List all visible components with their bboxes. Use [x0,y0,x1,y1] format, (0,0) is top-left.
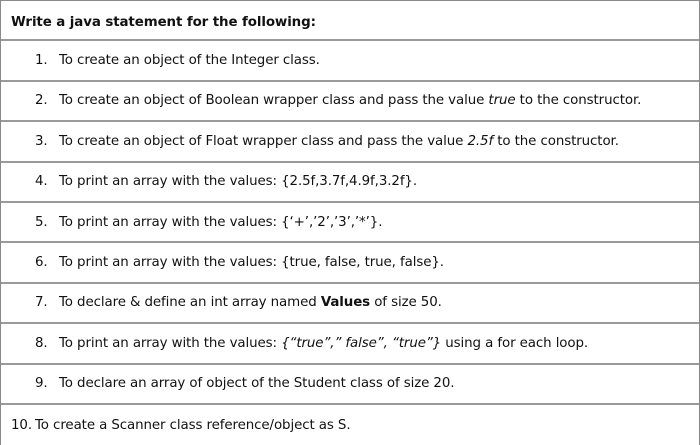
question-number: 9. [35,376,48,392]
question-text: To print an array with the values: {2.5f,3.7f,4.9f,3.2f}. [59,174,418,190]
question-italic-value: true [488,93,516,109]
question-text-part: To print an array with the values: [59,335,282,351]
question-number: 1. [35,53,48,69]
worksheet-title-row [1,1,699,41]
question-row [1,82,699,122]
question-row [1,41,699,81]
question-text-part: To create an object of Boolean wrapper class and pass the value [59,93,489,109]
question-row [1,324,699,364]
question-text-part: to the constructor. [515,93,642,109]
question-row [1,203,699,243]
question-number: 10. [11,417,32,433]
question-text: To print an array with the values: {‘+’,’2’,’3’,’*’}. [59,214,383,230]
question-row [1,284,699,324]
question-number: 3. [35,133,48,149]
question-row [1,405,699,445]
question-text: To create a Scanner class reference/object as S. [35,417,351,433]
question-number: 8. [35,335,48,351]
question-text: To declare an array of object of the Student class of size 20. [59,376,455,392]
question-text [59,295,442,310]
question-text-part: of size 50. [370,295,442,311]
question-text [59,134,619,149]
question-text-part: To declare & define an int array named [59,295,321,311]
worksheet-title: Write a java statement for the following: [11,14,316,30]
question-number: 4. [35,174,48,190]
question-number: 5. [35,214,48,230]
question-row [1,243,699,283]
question-text-part: to the constructor. [493,133,619,149]
question-text: To create an object of the Integer class. [59,53,320,69]
question-number: 6. [35,255,48,271]
question-italic-value: {“true”,” false”, “true”} [281,335,442,351]
question-row [1,163,699,203]
question-row [1,365,699,405]
question-text-part: using a for each loop. [441,335,589,351]
question-text: To print an array with the values: {true, false, true, false}. [59,255,444,271]
question-text-part: To create an object of Float wrapper class and pass the value [59,133,468,149]
question-number: 7. [35,295,48,311]
question-bold-name: Values [320,295,371,311]
question-number: 2. [35,93,48,109]
question-row [1,122,699,162]
question-text [59,93,641,108]
question-italic-value: 2.5f [467,133,494,149]
question-text [59,336,588,351]
